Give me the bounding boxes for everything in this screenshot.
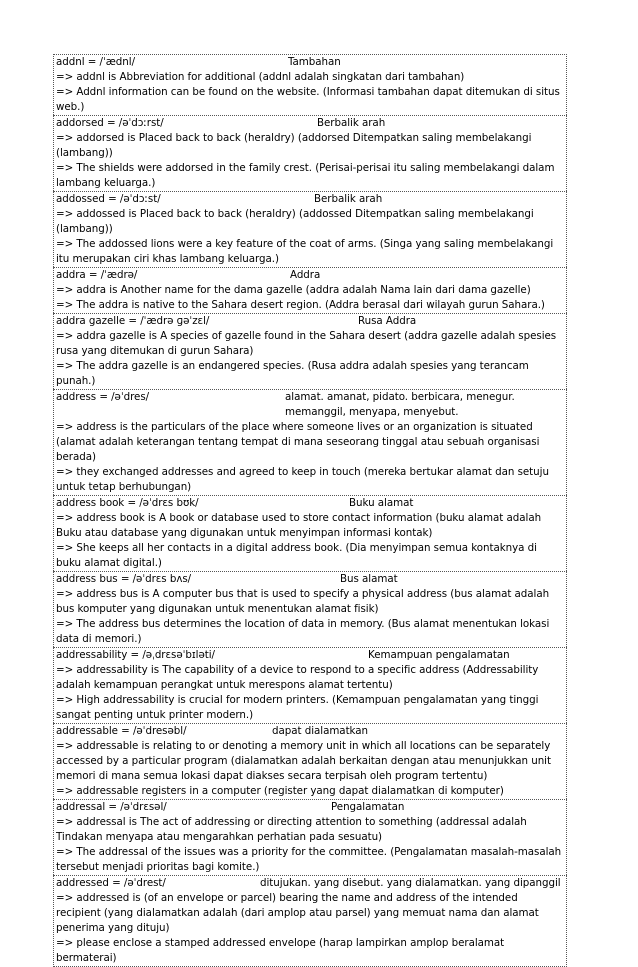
dictionary-entry [53,799,567,875]
translation: dapat dialamatkan [272,725,369,737]
translation: Addra [290,269,321,281]
dictionary-entry [53,875,567,967]
dictionary-entry [53,115,567,191]
dictionary-entry [53,571,567,647]
example-line: => The addressal of the issues was a priority for the committee. (Pengalamatan masalah-masalah tersebut menjadi prioritas bagi komite.) [56,846,562,873]
definition-line: => addra gazelle is A species of gazelle found in the Sahara desert (addra gazelle adalah spesies rusa yang ditemukan di gurun Sahara) [56,330,557,357]
entry-headword-row [56,724,564,739]
translation: ditujukan. yang disebut. yang dialamatkan. yang dipanggil [260,877,561,889]
translation: Pengalamatan [331,801,405,813]
example-line: => The addra gazelle is an endangered species. (Rusa addra adalah spesies yang terancam punah.) [56,360,529,387]
entry-headword-row [56,192,564,207]
example-line: => addressable registers in a computer (register yang dapat dialamatkan di komputer) [56,785,504,797]
dictionary-entry [53,191,567,267]
example-line: => She keeps all her contacts in a digital address book. (Dia menyimpan semua kontaknya di buku alamat digital.) [56,542,537,569]
example-line: => please enclose a stamped addressed envelope (harap lampirkan amplop beralamat bermaterai) [56,937,505,964]
example-line: => they exchanged addresses and agreed to keep in touch (mereka bertukar alamat dan setuju untuk tetap berhubungan) [56,466,549,493]
definition-line: => address bus is A computer bus that is used to specify a physical address (bus alamat adalah bus komputer yang digunakan untuk menentukan alamat fisik) [56,588,550,615]
entry-headword-row [56,648,564,663]
translation: Berbalik arah [317,117,386,129]
example-line: => The addra is native to the Sahara desert region. (Addra berasal dari wilayah gurun Sahara.) [56,299,545,311]
translation: Tambahan [288,56,341,68]
example-line: => The shields were addorsed in the family crest. (Perisai-perisai itu saling membelakangi dalam lambang keluarga.) [56,162,555,189]
dictionary-entry [53,313,567,389]
dictionary-entry [53,54,567,115]
headword: addressed = /əˈdrest/ [56,877,166,889]
headword: addra = /ˈædrə/ [56,269,138,281]
translation: Rusa Addra [358,315,417,327]
entry-headword-row [56,390,564,420]
entry-headword-row [56,800,564,815]
definition-line: => address is the particulars of the place where someone lives or an organization is situated (alamat adalah keterangan tentang tempat di mana seseorang tinggal atau sebuah organisasi berada) [56,421,540,463]
headword: addressal = /əˈdrɛsəl/ [56,801,167,813]
entry-headword-row [56,876,564,891]
translation: Berbalik arah [314,193,383,205]
dictionary-page [53,54,567,967]
headword: addra gazelle = /ˈædrə ɡəˈzɛl/ [56,315,210,327]
definition-line: => addossed is Placed back to back (heraldry) (addossed Ditempatkan saling membelakangi (lambang)) [56,208,534,235]
example-line: => The address bus determines the location of data in memory. (Bus alamat menentukan lokasi data di memori.) [56,618,550,645]
example-line: => Addnl information can be found on the website. (Informasi tambahan dapat ditemukan di situs web.) [56,86,560,113]
translation: Bus alamat [340,573,398,585]
entry-headword-row [56,268,564,283]
dictionary-entry [53,723,567,799]
definition-line: => address book is A book or database used to store contact information (buku alamat adalah Buku atau database yang digunakan untuk menyimpan informasi kontak) [56,512,542,539]
dictionary-entry [53,267,567,313]
dictionary-entry [53,647,567,723]
headword: addorsed = /əˈdɔːrst/ [56,117,164,129]
entry-headword-row [56,55,564,70]
definition-line: => addra is Another name for the dama gazelle (addra adalah Nama lain dari dama gazelle) [56,284,531,296]
example-line: => High addressability is crucial for modern printers. (Kemampuan pengalamatan yang tinggi sangat penting untuk printer modern.) [56,694,539,721]
translation: Buku alamat [349,497,414,509]
translation: Kemampuan pengalamatan [368,649,510,661]
example-line: => The addossed lions were a key feature of the coat of arms. (Singa yang saling membelakangi itu merupakan ciri khas lambang keluarga.) [56,238,554,265]
entry-headword-row [56,496,564,511]
definition-line: => addnl is Abbreviation for additional (addnl adalah singkatan dari tambahan) [56,71,465,83]
dictionary-entry [53,389,567,495]
headword: addossed = /əˈdɔːst/ [56,193,161,205]
definition-line: => addressability is The capability of a device to respond to a specific address (Addressability adalah kemampuan perangkat untuk merespons alamat tertentu) [56,664,539,691]
dictionary-entry [53,495,567,571]
headword: addnl = /ˈædnl/ [56,56,135,68]
headword: addressable = /əˈdresəbl/ [56,725,187,737]
definition-line: => addressed is (of an envelope or parcel) bearing the name and address of the intended recipient (yang dialamatkan adalah (dari amplop atau parsel) yang memuat nama dan alamat penerima yang dituju) [56,892,539,934]
headword: addressability = /əˌdrɛsəˈbɪləti/ [56,649,215,661]
headword: address = /əˈdres/ [56,391,150,403]
definition-line: => addressable is relating to or denoting a memory unit in which all locations can be separately accessed by a particular program (dialamatkan adalah berkaitan dengan atau menunjukkan unit memori di mana semua lokasi dapat diakses secara terpisah oleh program tertentu) [56,740,551,782]
headword: address book = /əˈdrɛs bʊk/ [56,497,199,509]
definition-line: => addressal is The act of addressing or directing attention to something (addressal adalah Tindakan menyapa atau mengarahkan perhatian pada sesuatu) [56,816,527,843]
translation: alamat. amanat, pidato. berbicara, menegur. memanggil, menyapa, menyebut. [285,391,515,418]
entry-headword-row [56,314,564,329]
entry-headword-row [56,572,564,587]
entry-headword-row [56,116,564,131]
definition-line: => addorsed is Placed back to back (heraldry) (addorsed Ditempatkan saling membelakangi (lambang)) [56,132,532,159]
headword: address bus = /əˈdrɛs bʌs/ [56,573,192,585]
